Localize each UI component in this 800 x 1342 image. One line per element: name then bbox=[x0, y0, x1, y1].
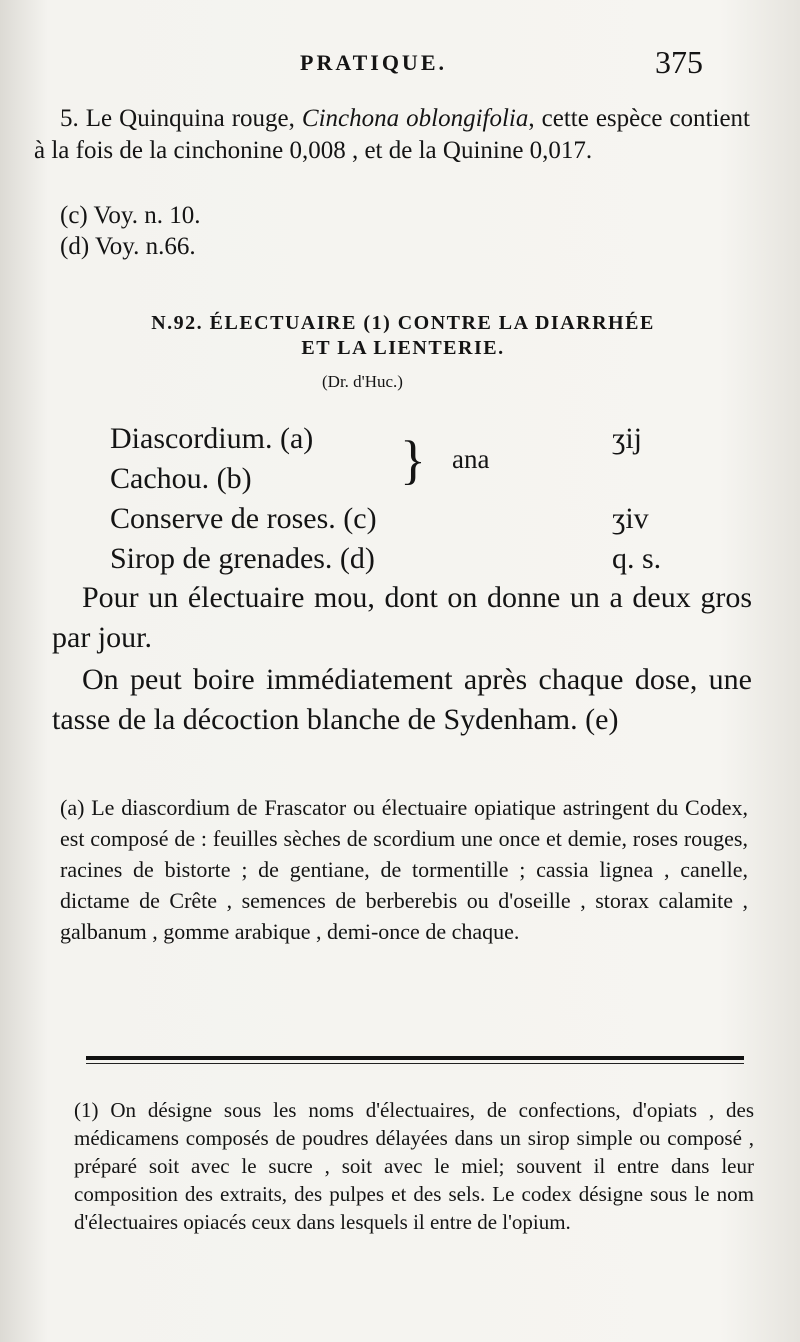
brace-glyph: } bbox=[400, 430, 426, 490]
recipe-title bbox=[38, 311, 768, 361]
ingredient-dose: ʒiv bbox=[612, 502, 649, 535]
footnote-divider-thin bbox=[86, 1063, 744, 1064]
body-paragraph-text: On peut boire immédiatement après chaque dose, une tasse de la décoction blanche de Sydenham. (e) bbox=[52, 663, 752, 736]
ingredient-row bbox=[110, 502, 710, 542]
recipe-attribution: (Dr. d'Huc.) bbox=[322, 372, 403, 391]
ingredient-name: Cachou. (b) bbox=[110, 462, 252, 495]
ingredient-dose: ʒij bbox=[612, 422, 642, 455]
body-paragraph-dosage bbox=[52, 578, 752, 658]
page-number: 375 bbox=[655, 44, 703, 80]
note-a-paragraph: (a) Le diascordium de Frascator ou électuaire opiatique astringent du Codex, est composé de : feuilles sèches de scordium une once et demie, roses rouges, racines de bistorte ; de gentiane, de tormentille ; cassia lignea , canelle, dictame de Crête , semences de berberebis ou d'oseille , storax calamite , galbanum , gomme arabique , demi-once de chaque. bbox=[60, 795, 748, 944]
footnote-divider bbox=[86, 1056, 744, 1060]
ingredient-name: Diascordium. (a) bbox=[110, 422, 314, 455]
recipe-ingredients bbox=[110, 422, 710, 582]
intro-suffix: , cette espèce contient à la fois de la cinchonine 0,008 , et de la Quinine 0,017. bbox=[34, 105, 750, 164]
running-head: PRATIQUE. bbox=[300, 50, 447, 75]
ingredient-dose: q. s. bbox=[612, 542, 662, 575]
recipe-title-line-1: N.92. ÉLECTUAIRE (1) CONTRE LA DIARRHÉE bbox=[151, 312, 655, 334]
intro-latin-name: Cinchona oblongifolia bbox=[301, 105, 529, 132]
ingredient-name: Sirop de grenades. (d) bbox=[110, 542, 375, 575]
reference-c: (c) Voy. n. 10. bbox=[60, 202, 201, 229]
body-paragraph-decoction bbox=[52, 660, 752, 740]
ingredient-row bbox=[110, 462, 710, 502]
reference-d: (d) Voy. n.66. bbox=[60, 233, 196, 260]
footnote-1: (1) On désigne sous les noms d'électuaires, de confections, d'opiats , des médicamens composés de poudres délayées dans un sirop simple ou composé , préparé soit avec le sucre , soit avec le miel; souvent il entre dans leur composition des extraits, des pulpes et des sels. Le codex désigne sous le nom d'électuaires opiacés ceux dans lesquels il entre de l'opium. bbox=[74, 1098, 754, 1234]
ingredient-row bbox=[110, 542, 710, 582]
reference-list bbox=[60, 200, 201, 262]
body-paragraph-text: Pour un électuaire mou, dont on donne un a deux gros par jour. bbox=[52, 581, 752, 654]
intro-paragraph bbox=[34, 103, 750, 167]
recipe-title-line-2: ET LA LIENTERIE. bbox=[301, 337, 505, 359]
ingredient-name: Conserve de roses. (c) bbox=[110, 502, 377, 535]
intro-prefix: 5. Le Quinquina rouge, bbox=[60, 105, 302, 132]
ana-label: ana bbox=[452, 444, 490, 474]
page-header bbox=[0, 44, 800, 84]
